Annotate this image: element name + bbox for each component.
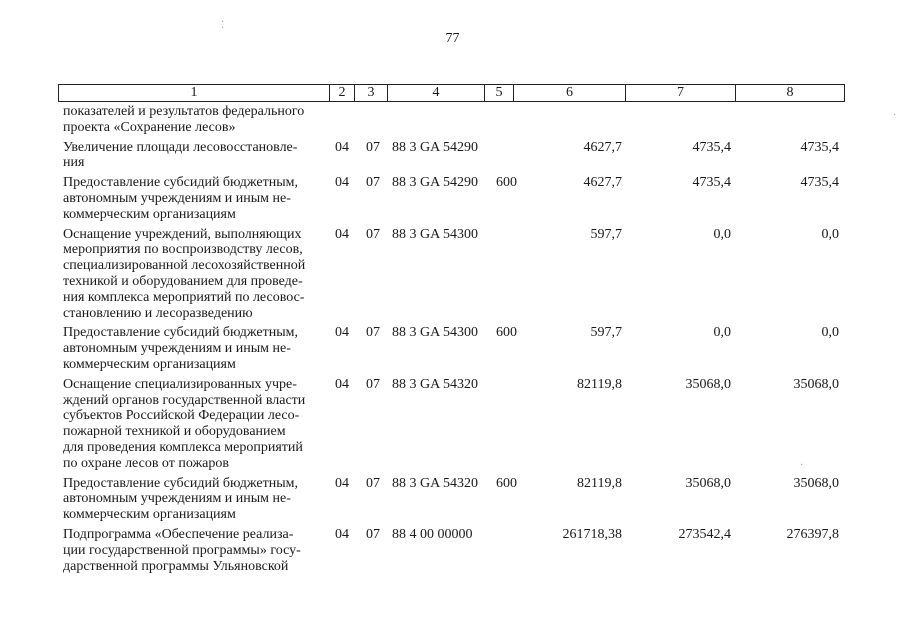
table-row — [63, 175, 839, 222]
row-value-col6: 4627,7 — [583, 175, 622, 191]
row-target-code: 88 3 GA 54320 — [392, 376, 478, 392]
row-value-col7: 0,0 — [713, 226, 731, 242]
row-name-line: ния — [63, 155, 85, 171]
row-section: 04 — [335, 139, 349, 155]
row-expense-type: 600 — [496, 175, 517, 191]
row-name-line: Увеличение площади лесовосстановле- — [63, 139, 298, 155]
row-expense-type: 600 — [496, 325, 517, 341]
row-name-line: показателей и результатов федерального — [63, 104, 305, 119]
row-name — [63, 527, 321, 574]
table-row — [63, 104, 839, 136]
row-subsection: 07 — [366, 526, 380, 542]
row-name — [63, 325, 321, 372]
row-value-col7: 4735,4 — [692, 175, 731, 191]
row-name-line: Подпрограмма «Обеспечение реализа- — [63, 526, 294, 542]
row-value-col6: 82119,8 — [577, 475, 622, 491]
row-value-col7: 35068,0 — [685, 475, 731, 491]
row-name — [63, 377, 321, 472]
row-name-line: Оснащение учреждений, выполняющих — [63, 226, 302, 242]
table-row — [63, 377, 839, 472]
row-name — [63, 175, 321, 222]
row-section: 04 — [335, 526, 349, 542]
row-subsection: 07 — [366, 325, 380, 341]
table-row — [63, 227, 839, 322]
row-subsection: 07 — [366, 376, 380, 392]
row-value-col6: 597,7 — [590, 325, 622, 341]
row-value-col8: 35068,0 — [793, 475, 839, 491]
row-section: 04 — [335, 475, 349, 491]
row-name-line: Оснащение специализированных учре- — [63, 376, 297, 392]
table-row — [63, 476, 839, 523]
row-value-col8: 0,0 — [821, 226, 839, 242]
header-col-4: 4 — [388, 85, 485, 101]
row-name-line: ния комплекса мероприятий по лесовос- — [63, 289, 305, 305]
row-target-code: 88 3 GA 54290 — [392, 139, 478, 155]
row-section: 04 — [335, 376, 349, 392]
row-name-line: ции государственной программы» госу- — [63, 542, 301, 558]
row-value-col8: 276397,8 — [786, 526, 839, 542]
row-name-line: Предоставление субсидий бюджетным, — [63, 475, 299, 491]
row-name — [63, 227, 321, 322]
row-name-line: автономным учреждениям и иным не- — [63, 190, 291, 206]
row-name-line: по охране лесов от пожаров — [63, 455, 230, 471]
row-subsection: 07 — [366, 139, 380, 155]
row-name — [63, 104, 321, 136]
row-target-code: 88 3 GA 54320 — [392, 475, 478, 491]
row-name-line: коммерческим организациям — [63, 356, 236, 372]
row-name-line: Предоставление субсидий бюджетным, — [63, 325, 299, 341]
row-expense-type: 600 — [496, 475, 517, 491]
row-subsection: 07 — [366, 175, 380, 191]
row-target-code: 88 4 00 00000 — [392, 526, 473, 542]
row-name-line: для проведения комплекса мероприятий — [63, 439, 303, 455]
row-name-line: специализированной лесохозяйственной — [63, 258, 306, 274]
row-value-col7: 273542,4 — [678, 526, 731, 542]
row-value-col7: 4735,4 — [692, 139, 731, 155]
row-name-line: пожарной техникой и оборудованием — [63, 424, 286, 440]
scan-speck: · — [893, 110, 897, 121]
row-name-line: дарственной программы Ульяновской — [63, 558, 289, 574]
row-name-line: субъектов Российской Федерации лесо- — [63, 408, 300, 424]
header-col-7: 7 — [626, 85, 736, 101]
row-value-col6: 261718,38 — [562, 526, 622, 542]
header-col-1: 1 — [59, 85, 330, 101]
row-value-col8: 0,0 — [821, 325, 839, 341]
row-value-col6: 597,7 — [590, 226, 622, 242]
row-name-line: автономным учреждениям и иным не- — [63, 341, 291, 357]
table-row — [63, 140, 839, 172]
row-name-line: коммерческим организациям — [63, 507, 236, 523]
row-value-col6: 82119,8 — [577, 376, 622, 392]
row-name — [63, 140, 321, 172]
row-section: 04 — [335, 325, 349, 341]
table-row — [63, 527, 839, 574]
row-name-line: мероприятия по воспроизводству лесов, — [63, 242, 303, 258]
table-header — [58, 84, 845, 102]
row-subsection: 07 — [366, 475, 380, 491]
row-target-code: 88 3 GA 54290 — [392, 175, 478, 191]
row-subsection: 07 — [366, 226, 380, 242]
row-value-col8: 4735,4 — [800, 175, 839, 191]
row-value-col7: 35068,0 — [685, 376, 731, 392]
row-name-line: ждений органов государственной власти — [63, 392, 306, 408]
row-value-col8: 4735,4 — [800, 139, 839, 155]
row-name-line: коммерческим организациям — [63, 206, 236, 222]
row-name-line: проекта «Сохранение лесов» — [63, 119, 236, 135]
table-row — [63, 325, 839, 372]
row-section: 04 — [335, 175, 349, 191]
scan-speck: ⁚ — [221, 20, 225, 31]
row-name-line: автономным учреждениям и иным не- — [63, 491, 291, 507]
row-value-col7: 0,0 — [713, 325, 731, 341]
page-number: 77 — [445, 31, 460, 46]
header-col-3: 3 — [355, 85, 388, 101]
row-name-line: Предоставление субсидий бюджетным, — [63, 175, 299, 191]
row-name-line: становлению и лесоразведению — [63, 305, 253, 321]
row-section: 04 — [335, 226, 349, 242]
row-target-code: 88 3 GA 54300 — [392, 226, 478, 242]
table-body — [63, 104, 839, 578]
row-target-code: 88 3 GA 54300 — [392, 325, 478, 341]
header-col-6: 6 — [514, 85, 626, 101]
header-col-8: 8 — [786, 85, 794, 100]
header-col-2: 2 — [330, 85, 355, 101]
header-col-5: 5 — [485, 85, 514, 101]
row-name — [63, 476, 321, 523]
row-value-col8: 35068,0 — [793, 376, 839, 392]
scan-speck: · — [800, 460, 804, 471]
row-name-line: техникой и оборудованием для проведе- — [63, 273, 303, 289]
row-value-col6: 4627,7 — [583, 139, 622, 155]
